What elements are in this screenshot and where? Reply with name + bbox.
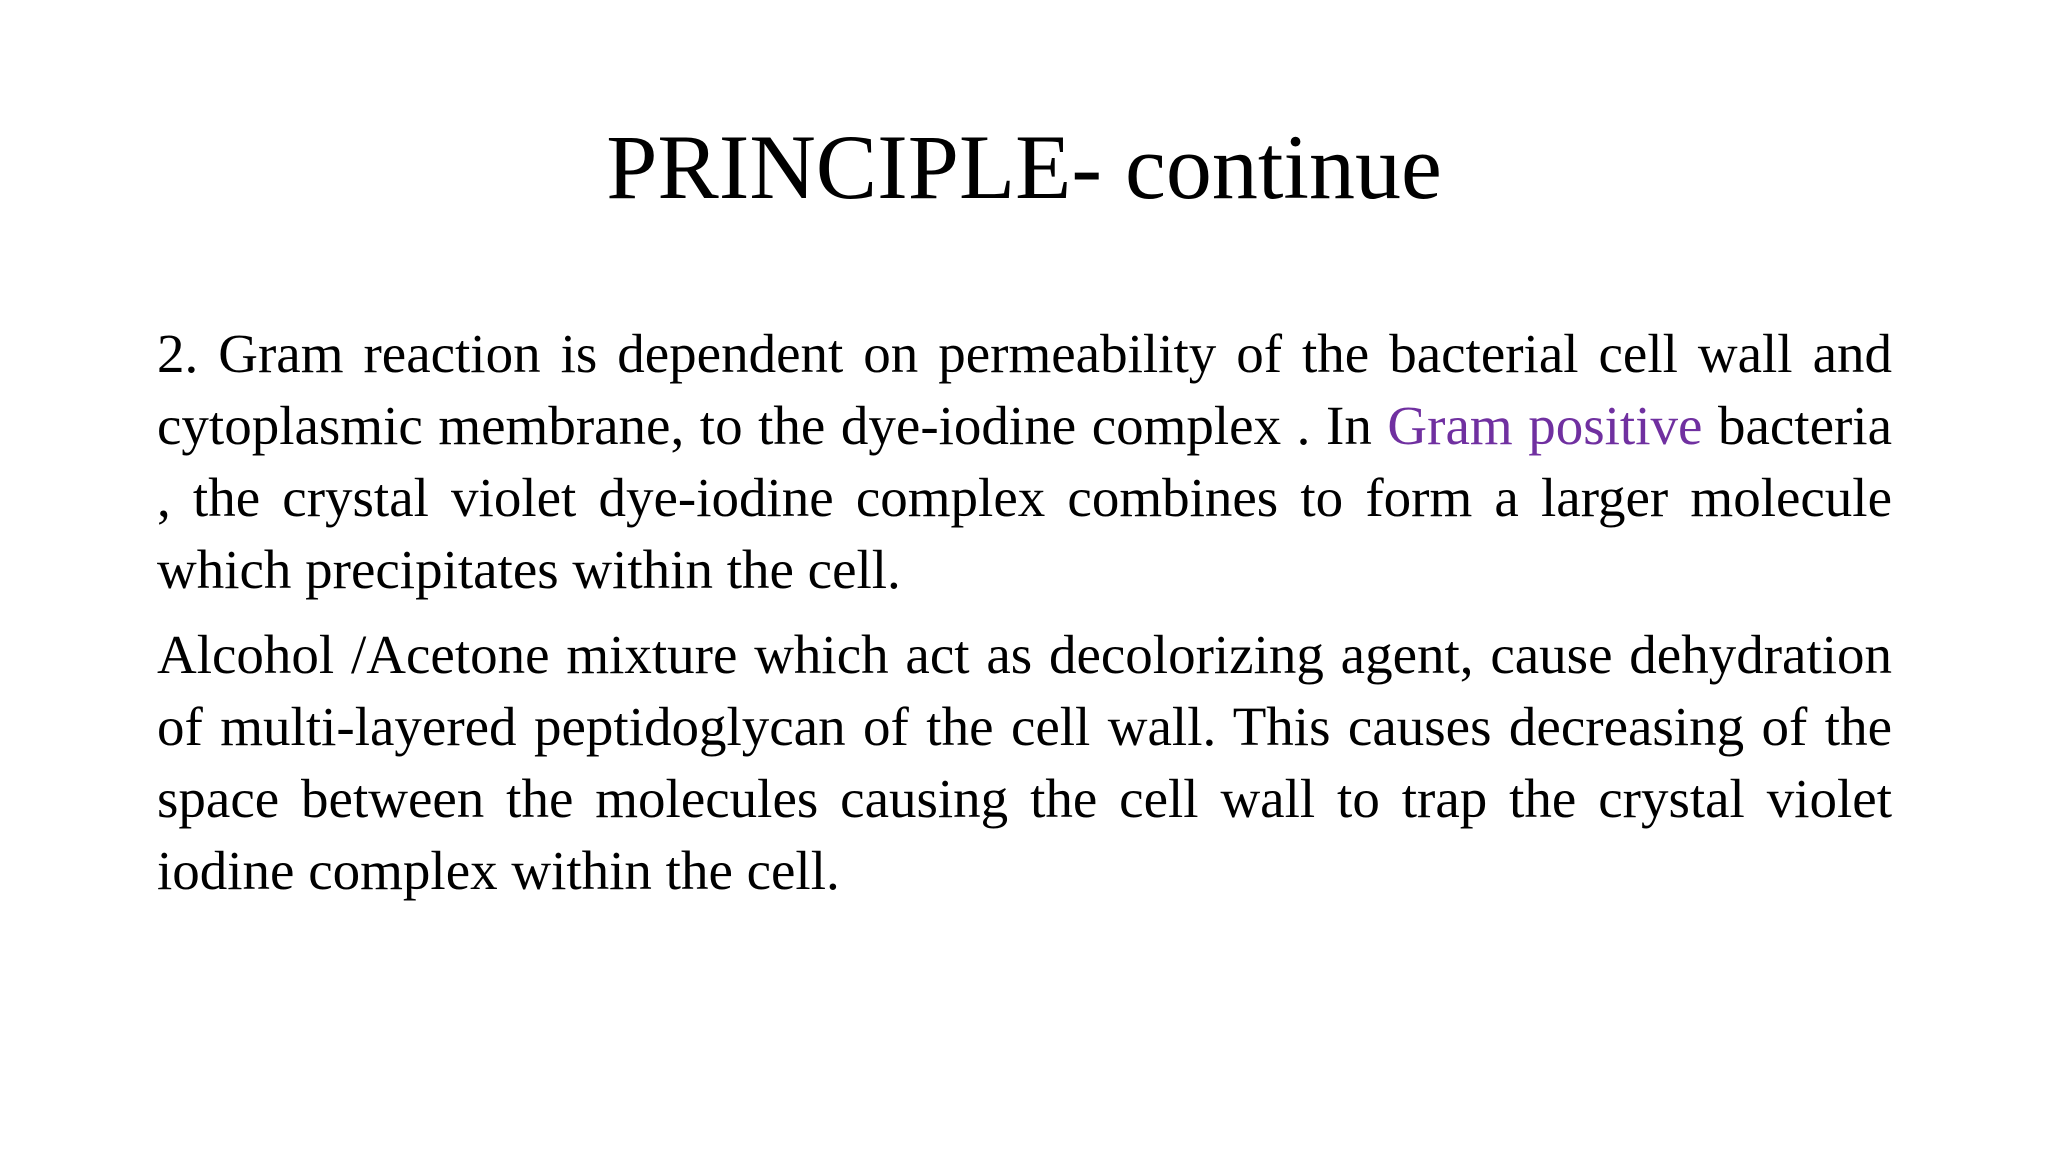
slide-title: PRINCIPLE- continue bbox=[606, 116, 1442, 218]
paragraph-gram-reaction bbox=[157, 318, 1892, 606]
slide-body bbox=[157, 318, 1892, 907]
paragraph-text: bacteria , the crystal violet dye-iodine complex combines to form a larger molecule which precipitates within the cell. bbox=[157, 395, 1892, 600]
gram-positive-highlight: Gram positive bbox=[1387, 395, 1703, 456]
paragraph-text: 2. Gram reaction is dependent on permeability of the bacterial cell wall and cytoplasmic membrane, to the dye-iodine complex . In bbox=[157, 323, 1892, 456]
paragraph-decolorizing: Alcohol /Acetone mixture which act as decolorizing agent, cause dehydration of multi-layered peptidoglycan of the cell wall. This causes decreasing of the space between the molecules causing the cell wall to trap the crystal violet iodine complex within the cell. bbox=[157, 624, 1892, 901]
